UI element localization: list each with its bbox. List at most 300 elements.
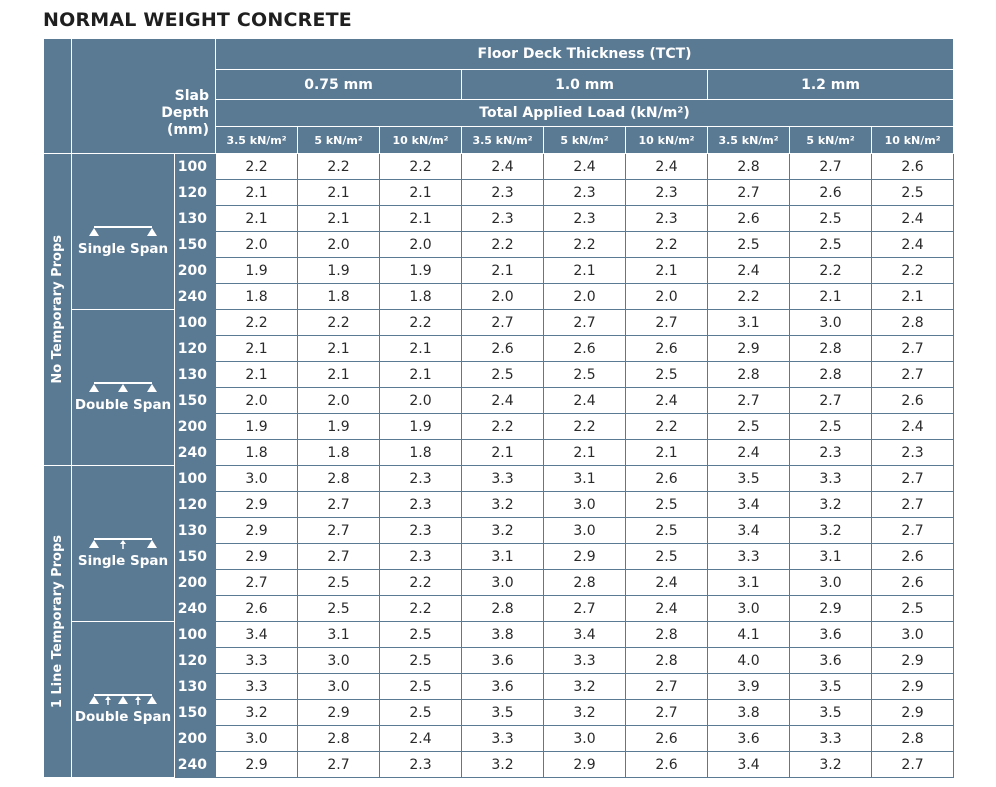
span-value: 3.3 [708, 544, 790, 570]
span-value: 2.9 [216, 752, 298, 778]
span-value: 4.1 [708, 622, 790, 648]
span-value: 2.1 [380, 180, 462, 206]
span-value: 2.0 [380, 388, 462, 414]
slab-depth-value: 100 [175, 622, 216, 648]
span-value: 2.5 [872, 180, 954, 206]
load-header: 5 kN/m² [790, 127, 872, 154]
span-value: 3.3 [462, 466, 544, 492]
load-header: 10 kN/m² [872, 127, 954, 154]
span-value: 2.5 [790, 206, 872, 232]
span-value: 2.7 [708, 388, 790, 414]
slab-depth-value: 100 [175, 310, 216, 336]
span-value: 2.7 [298, 544, 380, 570]
span-value: 2.1 [216, 336, 298, 362]
span-value: 2.4 [462, 154, 544, 180]
span-value: 2.7 [298, 492, 380, 518]
span-value: 2.5 [462, 362, 544, 388]
span-value: 2.3 [626, 180, 708, 206]
slab-depth-value: 200 [175, 258, 216, 284]
span-value: 2.8 [462, 596, 544, 622]
span-value: 3.8 [708, 700, 790, 726]
slab-depth-value: 150 [175, 232, 216, 258]
span-value: 3.0 [462, 570, 544, 596]
span-value: 2.6 [216, 596, 298, 622]
slab-depth-value: 240 [175, 596, 216, 622]
table-row [44, 310, 954, 336]
span-type-cell [72, 466, 175, 622]
span-value: 2.5 [380, 622, 462, 648]
span-value: 2.3 [462, 180, 544, 206]
span-value: 2.8 [626, 622, 708, 648]
span-value: 3.5 [790, 700, 872, 726]
slab-depth-value: 150 [175, 700, 216, 726]
slab-depth-value: 240 [175, 752, 216, 778]
span-value: 2.9 [216, 518, 298, 544]
span-value: 2.7 [872, 492, 954, 518]
span-value: 2.0 [626, 284, 708, 310]
span-value: 2.2 [380, 310, 462, 336]
table-body [44, 154, 954, 778]
span-value: 1.8 [298, 284, 380, 310]
span-value: 2.5 [380, 674, 462, 700]
span-value: 3.1 [790, 544, 872, 570]
span-value: 3.2 [790, 492, 872, 518]
span-value: 2.4 [872, 414, 954, 440]
span-value: 2.5 [380, 700, 462, 726]
span-value: 2.1 [380, 206, 462, 232]
span-value: 2.6 [626, 466, 708, 492]
span-value: 2.7 [216, 570, 298, 596]
span-value: 2.7 [626, 310, 708, 336]
span-value: 2.6 [872, 544, 954, 570]
floor-deck-header: Floor Deck Thickness (TCT) [216, 39, 954, 70]
slab-depth-value: 130 [175, 518, 216, 544]
table-row [44, 648, 954, 674]
span-value: 2.4 [626, 596, 708, 622]
span-value: 2.7 [872, 362, 954, 388]
span-value: 2.0 [544, 284, 626, 310]
span-type-label: Double Span [74, 709, 172, 725]
span-value: 2.9 [872, 674, 954, 700]
table-row [44, 674, 954, 700]
span-value: 2.2 [462, 414, 544, 440]
span-value: 2.3 [790, 440, 872, 466]
span-value: 3.2 [462, 518, 544, 544]
span-value: 2.9 [298, 700, 380, 726]
table-row [44, 726, 954, 752]
span-value: 3.6 [708, 726, 790, 752]
span-value: 2.8 [872, 310, 954, 336]
span-value: 2.2 [298, 310, 380, 336]
span-value: 1.9 [380, 414, 462, 440]
table-row [44, 700, 954, 726]
double-span-propped-icon [72, 692, 174, 706]
span-value: 2.7 [708, 180, 790, 206]
slab-depth-value: 200 [175, 726, 216, 752]
props-group-label [44, 154, 72, 466]
span-value: 2.2 [708, 284, 790, 310]
span-type-cell [72, 310, 175, 466]
span-value: 2.8 [544, 570, 626, 596]
slab-depth-value: 120 [175, 492, 216, 518]
span-value: 3.0 [790, 570, 872, 596]
load-header: 3.5 kN/m² [708, 127, 790, 154]
span-value: 3.4 [708, 492, 790, 518]
span-value: 3.6 [790, 622, 872, 648]
span-value: 3.4 [216, 622, 298, 648]
span-value: 2.4 [872, 232, 954, 258]
page-title: NORMAL WEIGHT CONCRETE [43, 9, 352, 31]
slab-depth-header [72, 39, 216, 154]
span-value: 2.3 [380, 466, 462, 492]
span-value: 1.9 [216, 414, 298, 440]
span-value: 3.6 [462, 648, 544, 674]
span-value: 2.7 [790, 154, 872, 180]
span-value: 2.6 [708, 206, 790, 232]
span-value: 2.0 [298, 232, 380, 258]
thickness-header: 0.75 mm [216, 70, 462, 100]
span-value: 3.8 [462, 622, 544, 648]
slab-depth-line: Depth [161, 105, 210, 121]
span-value: 2.2 [626, 414, 708, 440]
span-value: 2.4 [544, 388, 626, 414]
span-value: 3.0 [708, 596, 790, 622]
span-value: 2.5 [298, 596, 380, 622]
span-value: 2.8 [298, 466, 380, 492]
load-header: 5 kN/m² [298, 127, 380, 154]
span-value: 2.2 [380, 596, 462, 622]
span-value: 2.1 [216, 180, 298, 206]
table-row [44, 336, 954, 362]
span-value: 3.0 [216, 466, 298, 492]
span-value: 2.4 [626, 154, 708, 180]
span-value: 2.5 [380, 648, 462, 674]
span-value: 2.1 [462, 258, 544, 284]
span-value: 2.3 [626, 206, 708, 232]
slab-depth-value: 100 [175, 466, 216, 492]
span-value: 2.9 [216, 492, 298, 518]
span-value: 2.6 [872, 388, 954, 414]
span-value: 2.1 [790, 284, 872, 310]
span-value: 3.3 [216, 648, 298, 674]
span-value: 2.1 [298, 180, 380, 206]
span-value: 2.2 [298, 154, 380, 180]
span-value: 2.9 [872, 700, 954, 726]
span-value: 3.0 [544, 726, 626, 752]
span-value: 2.3 [544, 180, 626, 206]
span-value: 2.9 [790, 596, 872, 622]
span-value: 2.5 [544, 362, 626, 388]
span-value: 2.4 [626, 570, 708, 596]
span-value: 2.1 [216, 362, 298, 388]
load-header: 3.5 kN/m² [462, 127, 544, 154]
span-value: 3.2 [790, 752, 872, 778]
span-value: 3.1 [544, 466, 626, 492]
span-value: 2.6 [626, 752, 708, 778]
load-header: 10 kN/m² [626, 127, 708, 154]
span-value: 2.0 [380, 232, 462, 258]
span-value: 2.5 [790, 232, 872, 258]
span-value: 2.1 [626, 258, 708, 284]
span-value: 2.7 [544, 310, 626, 336]
span-value: 2.3 [380, 492, 462, 518]
span-value: 2.2 [380, 154, 462, 180]
span-value: 1.8 [380, 284, 462, 310]
span-value: 3.0 [544, 492, 626, 518]
table-row [44, 232, 954, 258]
span-value: 3.5 [708, 466, 790, 492]
load-header: 10 kN/m² [380, 127, 462, 154]
slab-depth-line: (mm) [167, 122, 210, 138]
total-load-header: Total Applied Load (kN/m²) [216, 100, 954, 127]
span-value: 1.9 [298, 258, 380, 284]
span-value: 2.1 [380, 336, 462, 362]
corner-blank [44, 39, 72, 154]
slab-depth-value: 150 [175, 544, 216, 570]
span-value: 3.5 [790, 674, 872, 700]
span-value: 2.8 [298, 726, 380, 752]
span-value: 2.0 [298, 388, 380, 414]
props-group-label [44, 466, 72, 778]
slab-depth-value: 100 [175, 154, 216, 180]
slab-depth-value: 120 [175, 336, 216, 362]
span-value: 3.1 [462, 544, 544, 570]
span-value: 2.5 [708, 414, 790, 440]
span-value: 2.2 [380, 570, 462, 596]
load-header: 3.5 kN/m² [216, 127, 298, 154]
span-value: 2.4 [380, 726, 462, 752]
span-value: 2.5 [298, 570, 380, 596]
span-type-cell [72, 622, 175, 778]
span-value: 2.5 [872, 596, 954, 622]
single-span-propped-icon [72, 536, 174, 550]
slab-depth-value: 120 [175, 180, 216, 206]
span-value: 2.7 [626, 674, 708, 700]
span-value: 1.8 [216, 284, 298, 310]
span-value: 3.1 [298, 622, 380, 648]
span-type-cell [72, 154, 175, 310]
span-value: 1.9 [216, 258, 298, 284]
span-value: 2.7 [462, 310, 544, 336]
span-value: 2.5 [626, 518, 708, 544]
span-value: 2.2 [872, 258, 954, 284]
span-value: 2.0 [216, 232, 298, 258]
slab-depth-value: 200 [175, 570, 216, 596]
span-value: 2.4 [872, 206, 954, 232]
span-value: 2.9 [872, 648, 954, 674]
span-value: 1.8 [380, 440, 462, 466]
span-value: 3.2 [544, 700, 626, 726]
span-value: 2.7 [872, 466, 954, 492]
span-value: 2.5 [626, 362, 708, 388]
table-row [44, 206, 954, 232]
table-row [44, 492, 954, 518]
span-value: 2.2 [216, 310, 298, 336]
span-value: 2.7 [872, 752, 954, 778]
table-row [44, 440, 954, 466]
span-type-label: Single Span [77, 553, 169, 569]
table-row [44, 388, 954, 414]
load-header: 5 kN/m² [544, 127, 626, 154]
span-value: 3.0 [298, 674, 380, 700]
span-value: 2.5 [626, 544, 708, 570]
span-value: 2.4 [626, 388, 708, 414]
thickness-header: 1.2 mm [708, 70, 954, 100]
span-value: 2.5 [790, 414, 872, 440]
span-value: 2.2 [626, 232, 708, 258]
span-value: 3.4 [708, 518, 790, 544]
table-row [44, 570, 954, 596]
slab-depth-value: 120 [175, 648, 216, 674]
span-value: 2.0 [216, 388, 298, 414]
span-value: 3.1 [708, 310, 790, 336]
span-value: 2.4 [708, 440, 790, 466]
span-value: 2.6 [462, 336, 544, 362]
span-value: 2.4 [544, 154, 626, 180]
span-value: 2.7 [790, 388, 872, 414]
span-value: 2.1 [298, 206, 380, 232]
span-value: 4.0 [708, 648, 790, 674]
span-value: 2.9 [544, 752, 626, 778]
span-value: 3.6 [790, 648, 872, 674]
span-value: 1.9 [380, 258, 462, 284]
span-value: 2.1 [462, 440, 544, 466]
span-value: 2.7 [626, 700, 708, 726]
span-value: 3.1 [708, 570, 790, 596]
span-value: 2.5 [708, 232, 790, 258]
span-value: 2.7 [298, 518, 380, 544]
span-table [43, 38, 954, 778]
slab-depth-value: 130 [175, 362, 216, 388]
span-value: 1.8 [298, 440, 380, 466]
span-value: 3.2 [790, 518, 872, 544]
table-row [44, 414, 954, 440]
table-row [44, 180, 954, 206]
span-value: 3.6 [462, 674, 544, 700]
table-row [44, 544, 954, 570]
span-value: 3.4 [544, 622, 626, 648]
span-value: 3.3 [790, 466, 872, 492]
span-value: 2.3 [872, 440, 954, 466]
span-value: 2.7 [872, 518, 954, 544]
span-value: 3.0 [544, 518, 626, 544]
table-row [44, 284, 954, 310]
props-group-text: No Temporary Props [50, 235, 65, 384]
span-value: 3.3 [544, 648, 626, 674]
slab-depth-value: 240 [175, 284, 216, 310]
props-group-text: 1 Line Temporary Props [50, 534, 65, 709]
span-value: 3.3 [790, 726, 872, 752]
span-value: 2.9 [216, 544, 298, 570]
span-value: 2.6 [544, 336, 626, 362]
table-row [44, 518, 954, 544]
span-value: 2.1 [544, 440, 626, 466]
slab-depth-value: 130 [175, 206, 216, 232]
double-span-no-prop-icon [72, 380, 174, 394]
span-value: 2.7 [872, 336, 954, 362]
table-row [44, 362, 954, 388]
span-value: 2.6 [872, 154, 954, 180]
span-value: 2.3 [544, 206, 626, 232]
span-value: 2.1 [216, 206, 298, 232]
span-value: 2.2 [790, 258, 872, 284]
span-value: 3.0 [298, 648, 380, 674]
slab-depth-value: 150 [175, 388, 216, 414]
span-value: 2.2 [462, 232, 544, 258]
span-value: 3.2 [462, 492, 544, 518]
slab-depth-value: 200 [175, 414, 216, 440]
span-value: 3.0 [872, 622, 954, 648]
span-value: 3.3 [462, 726, 544, 752]
slab-depth-value: 240 [175, 440, 216, 466]
span-value: 2.8 [708, 154, 790, 180]
span-type-label: Double Span [74, 397, 172, 413]
span-value: 2.3 [380, 544, 462, 570]
span-value: 2.8 [790, 362, 872, 388]
table-row [44, 258, 954, 284]
slab-depth-line: Slab [174, 88, 210, 104]
span-value: 2.1 [298, 362, 380, 388]
span-value: 2.6 [872, 570, 954, 596]
span-type-label: Single Span [77, 241, 169, 257]
span-value: 2.1 [298, 336, 380, 362]
span-value: 2.2 [544, 232, 626, 258]
span-value: 2.2 [216, 154, 298, 180]
span-value: 3.2 [462, 752, 544, 778]
span-value: 2.4 [708, 258, 790, 284]
span-value: 2.1 [626, 440, 708, 466]
span-value: 2.8 [708, 362, 790, 388]
span-value: 3.9 [708, 674, 790, 700]
span-value: 2.6 [790, 180, 872, 206]
span-value: 2.5 [626, 492, 708, 518]
table-row [44, 596, 954, 622]
table-row [44, 752, 954, 778]
span-value: 2.9 [544, 544, 626, 570]
slab-depth-value: 130 [175, 674, 216, 700]
table-row [44, 622, 954, 648]
span-value: 2.6 [626, 726, 708, 752]
span-value: 2.6 [626, 336, 708, 362]
span-value: 2.7 [544, 596, 626, 622]
span-value: 2.8 [872, 726, 954, 752]
single-span-no-prop-icon [72, 224, 174, 238]
thickness-header: 1.0 mm [462, 70, 708, 100]
span-value: 1.8 [216, 440, 298, 466]
span-value: 1.9 [298, 414, 380, 440]
span-value: 2.8 [790, 336, 872, 362]
span-value: 2.7 [298, 752, 380, 778]
span-value: 3.3 [216, 674, 298, 700]
span-value: 2.2 [544, 414, 626, 440]
span-value: 2.9 [708, 336, 790, 362]
span-value: 2.3 [380, 752, 462, 778]
span-value: 3.0 [790, 310, 872, 336]
span-value: 2.3 [462, 206, 544, 232]
span-value: 2.1 [380, 362, 462, 388]
span-value: 3.0 [216, 726, 298, 752]
table-row [44, 154, 954, 180]
table-row [44, 466, 954, 492]
span-value: 2.1 [872, 284, 954, 310]
span-value: 2.1 [544, 258, 626, 284]
span-value: 2.8 [626, 648, 708, 674]
span-value: 3.4 [708, 752, 790, 778]
span-value: 3.5 [462, 700, 544, 726]
span-value: 2.4 [462, 388, 544, 414]
span-value: 3.2 [544, 674, 626, 700]
span-value: 3.2 [216, 700, 298, 726]
